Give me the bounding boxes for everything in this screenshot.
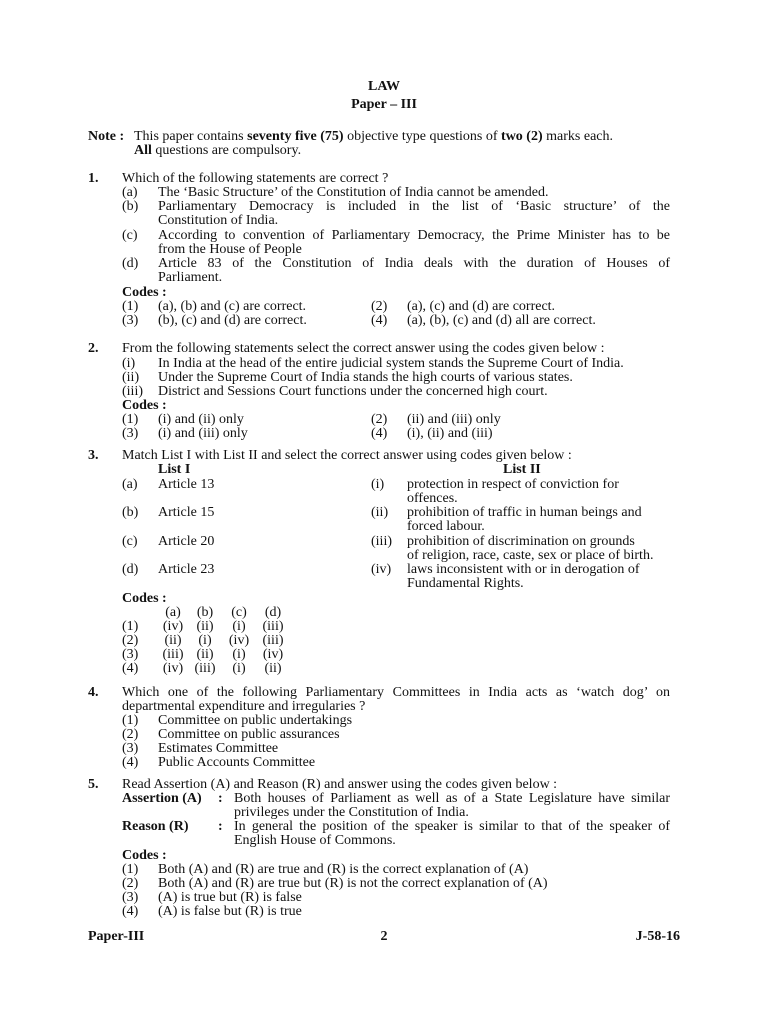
- q4-option-2: Committee on public assurances: [158, 727, 340, 742]
- q4-option-4-label: (4): [122, 755, 139, 770]
- q2-item-iii: District and Sessions Court functions under the concerned high court.: [158, 384, 548, 399]
- q2-code-4: (i), (ii) and (iii): [407, 426, 493, 441]
- q1-code-1: (a), (b) and (c) are correct.: [158, 299, 307, 314]
- q3-row-ii-line2: forced labour.: [407, 519, 485, 534]
- q3-row-a-label: (a): [122, 477, 138, 492]
- q1-item-d-line1: Article 83 of the Constitution of India deals with the duration of Houses of: [158, 256, 670, 271]
- q3-row-iii-label: (iii): [371, 534, 392, 549]
- q5-reason-colon: :: [218, 819, 223, 834]
- q3-code-row-1-d: (iii): [262, 619, 284, 634]
- q5-reason-label: Reason (R): [122, 819, 189, 834]
- q2-number: 2.: [88, 341, 99, 356]
- q4-number: 4.: [88, 685, 99, 700]
- q3-row-i-line1: protection in respect of conviction for: [407, 477, 619, 492]
- q5-code-4-label: (4): [122, 904, 139, 919]
- q1-code-1-label: (1): [122, 299, 139, 314]
- q3-code-row-1-a: (iv): [162, 619, 184, 634]
- q1-code-3: (b), (c) and (d) are correct.: [158, 313, 307, 328]
- q5-code-3: (A) is true but (R) is false: [158, 890, 302, 905]
- q1-code-3-label: (3): [122, 313, 139, 328]
- q1-item-b-line1: Parliamentary Democracy is included in the list of ‘Basic structure’ of the: [158, 199, 670, 214]
- q5-number: 5.: [88, 777, 99, 792]
- note-label: Note :: [88, 129, 125, 144]
- q3-code-head-d: (d): [264, 605, 282, 620]
- paper-title: Paper – III: [351, 97, 417, 112]
- q3-row-ii-label: (ii): [371, 505, 389, 520]
- q3-code-head-a: (a): [165, 605, 181, 620]
- q3-row-iv-line2: Fundamental Rights.: [407, 576, 524, 591]
- q3-code-row-3-a: (iii): [162, 647, 184, 662]
- q3-code-row-3-c: (i): [232, 647, 246, 662]
- q2-item-i-label: (i): [122, 356, 136, 371]
- q1-item-c-label: (c): [122, 228, 138, 243]
- q1-codes-label: Codes :: [122, 285, 167, 300]
- footer-paper-label: Paper-III: [88, 929, 145, 944]
- q3-code-row-1-c: (i): [232, 619, 246, 634]
- q3-row-iii-line1: prohibition of discrimination on grounds: [407, 534, 635, 549]
- note-line-2: All questions are compulsory.: [134, 143, 302, 158]
- q3-row-c-text: Article 20: [158, 534, 215, 549]
- q2-code-2: (ii) and (iii) only: [407, 412, 501, 427]
- q1-item-d-label: (d): [122, 256, 139, 271]
- note-line-1: This paper contains seventy five (75) objective type questions of two (2) marks each.: [134, 129, 613, 144]
- q3-row-c-label: (c): [122, 534, 138, 549]
- q5-code-4: (A) is false but (R) is true: [158, 904, 302, 919]
- q3-row-b-label: (b): [122, 505, 139, 520]
- q3-code-row-4-b: (iii): [194, 661, 216, 676]
- q5-code-3-label: (3): [122, 890, 139, 905]
- q1-item-d-line2: Parliament.: [158, 270, 223, 285]
- page-number: 2: [380, 929, 388, 944]
- q5-code-2: Both (A) and (R) are true but (R) is not the correct explanation of (A): [158, 876, 548, 891]
- q4-option-3: Estimates Committee: [158, 741, 279, 756]
- q5-text: Read Assertion (A) and Reason (R) and answer using the codes given below :: [122, 777, 558, 792]
- q1-code-4-label: (4): [371, 313, 388, 328]
- q2-item-ii-label: (ii): [122, 370, 140, 385]
- q1-code-2-label: (2): [371, 299, 388, 314]
- q2-item-iii-label: (iii): [122, 384, 143, 399]
- q3-row-iv-label: (iv): [371, 562, 392, 577]
- q3-code-row-2-a: (ii): [164, 633, 182, 648]
- q3-code-row-4-d: (ii): [264, 661, 282, 676]
- q3-text: Match List I with List II and select the correct answer using codes given below :: [122, 448, 572, 463]
- q5-code-1: Both (A) and (R) are true and (R) is the correct explanation of (A): [158, 862, 529, 877]
- q5-assertion-label: Assertion (A): [122, 791, 202, 806]
- q1-item-a: The ‘Basic Structure’ of the Constitution of India cannot be amended.: [158, 185, 549, 200]
- q2-codes-label: Codes :: [122, 398, 167, 413]
- q3-row-b-text: Article 15: [158, 505, 215, 520]
- q5-code-2-label: (2): [122, 876, 139, 891]
- q3-list1-title: List I: [158, 462, 191, 477]
- q1-item-a-label: (a): [122, 185, 138, 200]
- q3-codes-label: Codes :: [122, 591, 167, 606]
- q2-code-4-label: (4): [371, 426, 388, 441]
- q3-row-iii-line2: of religion, race, caste, sex or place of birth.: [407, 548, 654, 563]
- q3-row-i-label: (i): [371, 477, 385, 492]
- q3-code-row-1-b: (ii): [196, 619, 214, 634]
- q4-option-1-label: (1): [122, 713, 139, 728]
- q3-code-row-3-b: (ii): [196, 647, 214, 662]
- q2-code-1: (i) and (ii) only: [158, 412, 244, 427]
- q5-reason-line2: English House of Commons.: [234, 833, 396, 848]
- q3-number: 3.: [88, 448, 99, 463]
- q3-code-row-2-label: (2): [122, 633, 139, 648]
- q1-code-4: (a), (b), (c) and (d) all are correct.: [407, 313, 596, 328]
- q1-number: 1.: [88, 171, 99, 186]
- q3-row-a-text: Article 13: [158, 477, 215, 492]
- q2-code-3: (i) and (iii) only: [158, 426, 248, 441]
- q5-assertion-line1: Both houses of Parliament as well as of a State Legislature have similar: [234, 791, 670, 806]
- q3-code-row-2-d: (iii): [262, 633, 284, 648]
- q2-text: From the following statements select the correct answer using the codes given below :: [122, 341, 605, 356]
- q4-option-1: Committee on public undertakings: [158, 713, 353, 728]
- q3-row-ii-line1: prohibition of traffic in human beings and: [407, 505, 642, 520]
- q1-text: Which of the following statements are correct ?: [122, 171, 389, 186]
- q3-row-i-line2: offences.: [407, 491, 458, 506]
- q1-item-b-line2: Constitution of India.: [158, 213, 279, 228]
- q3-code-head-c: (c): [231, 605, 247, 620]
- q3-code-row-2-c: (iv): [228, 633, 250, 648]
- q1-item-b-label: (b): [122, 199, 139, 214]
- q3-code-row-4-c: (i): [232, 661, 246, 676]
- q3-code-row-4-label: (4): [122, 661, 139, 676]
- q4-option-2-label: (2): [122, 727, 139, 742]
- q2-item-ii: Under the Supreme Court of India stands the high courts of various states.: [158, 370, 573, 385]
- q2-code-3-label: (3): [122, 426, 139, 441]
- q5-reason-line1: In general the position of the speaker is similar to that of the speaker of: [234, 819, 670, 834]
- q5-code-1-label: (1): [122, 862, 139, 877]
- q4-text-line1: Which one of the following Parliamentary Committees in India acts as ‘watch dog’ on: [122, 685, 670, 700]
- q3-code-row-1-label: (1): [122, 619, 139, 634]
- q3-code-head-b: (b): [196, 605, 214, 620]
- q1-item-c-line2: from the House of People: [158, 242, 302, 257]
- q3-code-row-4-a: (iv): [162, 661, 184, 676]
- q5-codes-label: Codes :: [122, 848, 167, 863]
- subject-title: LAW: [368, 79, 400, 94]
- q4-option-3-label: (3): [122, 741, 139, 756]
- q1-code-2: (a), (c) and (d) are correct.: [407, 299, 556, 314]
- q2-code-2-label: (2): [371, 412, 388, 427]
- q2-item-i: In India at the head of the entire judicial system stands the Supreme Court of India.: [158, 356, 624, 371]
- q1-item-c-line1: According to convention of Parliamentary Democracy, the Prime Minister has to be: [158, 228, 670, 243]
- footer-code: J-58-16: [635, 929, 680, 944]
- q2-code-1-label: (1): [122, 412, 139, 427]
- q4-option-4: Public Accounts Committee: [158, 755, 316, 770]
- q4-text-line2: departmental expenditure and irregularies ?: [122, 699, 366, 714]
- q3-code-row-3-d: (iv): [262, 647, 284, 662]
- q3-code-row-2-b: (i): [198, 633, 212, 648]
- q3-row-d-text: Article 23: [158, 562, 215, 577]
- q3-row-iv-line1: laws inconsistent with or in derogation of: [407, 562, 640, 577]
- q5-assertion-colon: :: [218, 791, 223, 806]
- q5-assertion-line2: privileges under the Constitution of India.: [234, 805, 469, 820]
- q3-list2-title: List II: [503, 462, 541, 477]
- q3-row-d-label: (d): [122, 562, 139, 577]
- q3-code-row-3-label: (3): [122, 647, 139, 662]
